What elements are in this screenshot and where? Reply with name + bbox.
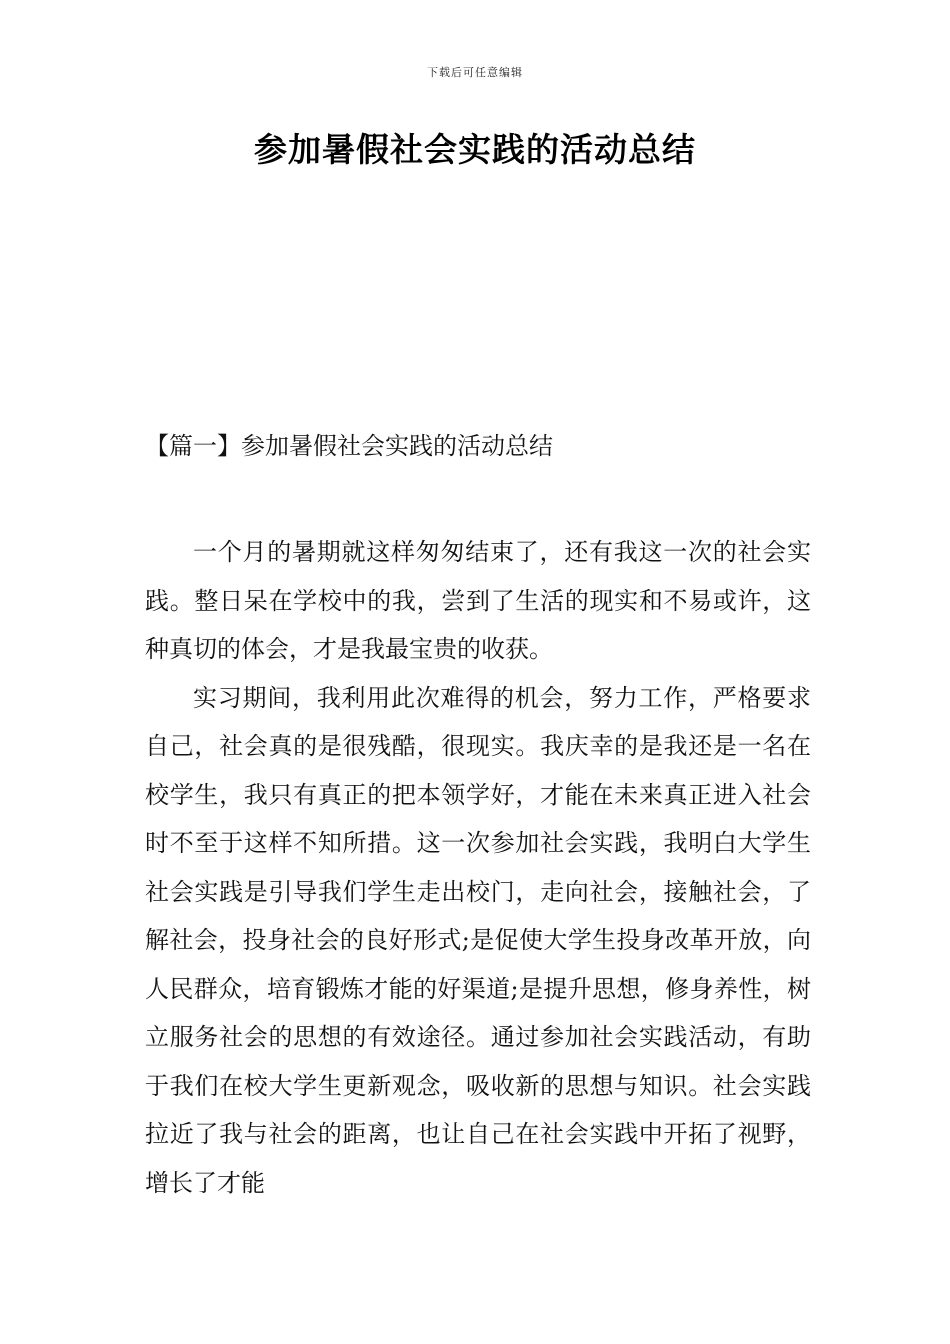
document-title: 参加暑假社会实践的活动总结 (254, 130, 696, 169)
body-text (145, 528, 811, 1207)
section-heading: 【篇一】参加暑假社会实践的活动总结 (145, 432, 553, 460)
paragraph: 实习期间，我利用此次难得的机会，努力工作，严格要求自己，社会真的是很残酷，很现实。我庆幸的是我还是一名在校学生，我只有真正的把本领学好，才能在未来真正进入社会时不至于这样不知所措。这一次参加社会实践，我明白大学生社会实践是引导我们学生走出校门，走向社会，接触社会，了解社会，投身社会的良好形式;是促使大学生投身改革开放，向人民群众，培育锻炼才能的好渠道;是提升思想，修身养性，树立服务社会的思想的有效途径。通过参加社会实践活动，有助于我们在校大学生更新观念，吸收新的思想与知识。社会实践拉近了我与社会的距离，也让自己在社会实践中开拓了视野，增长了才能 (145, 683, 811, 1197)
header-note: 下载后可任意编辑 (427, 66, 523, 79)
paragraph: 一个月的暑期就这样匆匆结束了，还有我这一次的社会实践。整日呆在学校中的我，尝到了生活的现实和不易或许，这种真切的体会，才是我最宝贵的收获。 (145, 538, 811, 663)
